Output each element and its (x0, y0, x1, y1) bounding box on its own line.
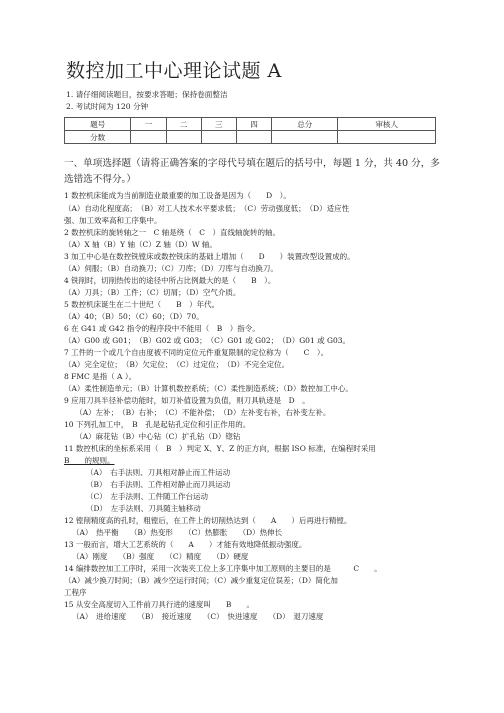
question-line: 13 一般而言，增大工艺系统的（ A ）才能有效地降低振动强度。 (64, 540, 307, 549)
question-line: 14 编排数控加工工序时，采用一次装夹工位上多工序集中加工原则的主要目的是 C 。 (64, 564, 382, 573)
question-line: 9 应用刀具半径补偿功能时，如刀补值设置为负值，则刀具轨迹是 D 。 (64, 396, 310, 405)
score-table-cell: 总分 (272, 118, 338, 131)
question-line: （A）柔性制造单元；（B）计算机数控系统；（C）柔性制造系统；（D）数控加工中心。 (64, 384, 353, 393)
score-table (64, 117, 436, 144)
score-table-cell (201, 131, 236, 144)
score-table-cell: 二 (166, 118, 201, 131)
question-line: 11 数控机床的坐标系采用（ B ）判定 X、Y、Z 的正方向，根据 ISO 标准，在编程时采用 (64, 444, 376, 453)
question-line: （A）刚度 （B）强度 （C）精度 （D）硬度 (72, 552, 249, 561)
score-table-cell: 分数 (65, 131, 131, 144)
question-line: （A）G00 或 G01； （B）G02 或 G03； （C）G01 或 G02； （D）G01 或 G03。 (64, 336, 351, 345)
score-table-score-row (65, 131, 436, 144)
score-table-cell (166, 131, 201, 144)
question-line: （A）减少换刀时间；（B）减少空运行时间；（C）减少重复定位误差；（D）简化加 (64, 576, 338, 585)
question-line: （A） 进给速度 （B） 接近速度 （C） 快进速度 （D） 退刀速度 (72, 612, 324, 621)
score-table-cell: 题号 (65, 118, 131, 131)
question-line: 工程序 (64, 588, 87, 597)
score-table-cell: 一 (131, 118, 166, 131)
question-line: B 的规则。 (64, 456, 115, 465)
question-line: （A） 热平衡 （B）热变形 （C）热膨胀 （D）热伸长 (72, 528, 283, 537)
question-line: （A）完全定位； （B）欠定位； （C）过定位； （D）不完全定位。 (64, 360, 290, 369)
question-line: 强、加工效率高和工序集中。 (64, 216, 162, 225)
question-line: （D） 左手法则、刀具随主轴移动 (86, 504, 201, 513)
instruction-note-1: 1. 请仔细阅读题目，按要求答题；保持卷面整洁 (66, 90, 228, 99)
section-heading: 一、单项选择题（请将正确答案的字母代号填在题后的括号中，每题 1 分，共 40 分，多选错选不得分。） (64, 158, 440, 185)
score-table-cell (338, 131, 436, 144)
question-line: （C） 左手法则、工件随工作台运动 (86, 492, 208, 501)
score-table-cell (236, 131, 271, 144)
question-line: 8 FMC 是指（ A ）。 (64, 372, 137, 381)
question-line: （A） 右手法则、刀具相对静止而工件运动 (86, 468, 231, 477)
question-line: 5 数控机床诞生在二十世纪（ B ）年代。 (64, 300, 220, 309)
score-table-cell (272, 131, 338, 144)
question-line: 3 加工中心是在数控铣镗床或数控铣床的基础上增加（ D ）装置改型设置成的。 (64, 252, 355, 261)
question-line: 6 在 G41 或 G42 指令的程序段中不能用（ B ）指令。 (64, 324, 260, 333)
question-line: 4 铣削时，切削热传出的途径中所占比例最大的是（ B ）。 (64, 276, 276, 285)
question-line: 7 工件的一个或几个自由度被不同的定位元件重复限制的定位称为（ C ）。 (64, 348, 329, 357)
question-line: （A）伺服；（B）自动换刀；（C）刀库；（D）刀库与自动换刀。 (64, 264, 278, 273)
question-line: 12 镗削精度高的孔时，粗镗后，在工件上的切削热达到（ A ）后再进行精镗。 (64, 516, 352, 525)
score-table-cell (131, 131, 166, 144)
question-line: 10 下列孔加工中， B 孔是起钻孔定位和引正作用的。 (64, 420, 251, 429)
question-line: （A）自动化程度高； （B）对工人技术水平要求低； （C）劳动强度低； （D）适应性 (64, 204, 350, 213)
score-table-cell: 三 (201, 118, 236, 131)
question-line: （A）麻花钻（B）中心钻（C）扩孔钻（D）锪钻 (64, 432, 241, 441)
question-line: （B） 右手法则、工件相对静止而刀具运动 (86, 480, 231, 489)
score-table-cell: 审核人 (338, 118, 436, 131)
score-table-header-row (65, 118, 436, 131)
question-line: 1 数控机床能成为当前制造业最重要的加工设备是因为（ D ）。 (64, 191, 291, 200)
question-line: （A）X 轴（B）Y 轴（C）Z 轴（D）W 轴。 (64, 240, 217, 249)
question-line: （A）40；（B）50；（C）60；（D）70。 (64, 312, 204, 321)
instruction-note-2: 2. 考试时间为 120 分钟 (66, 102, 149, 111)
document-title: 数控加工中心理论试题 A (66, 60, 282, 82)
question-line: 2 数控机床的旋转轴之一 C 轴是绕（ C ）直线轴旋转的轴。 (64, 228, 281, 237)
question-line: 15 从安全高度切入工件前刀具行进的速度叫 B 。 (64, 600, 254, 609)
question-line: （A）刀具；（B）工件；（C）切屑；（D）空气介质。 (64, 288, 241, 297)
question-line: （A）左补； （B）右补； （C）不能补偿； （D）左补变右补，右补变左补。 (64, 408, 331, 417)
score-table-cell: 四 (236, 118, 271, 131)
